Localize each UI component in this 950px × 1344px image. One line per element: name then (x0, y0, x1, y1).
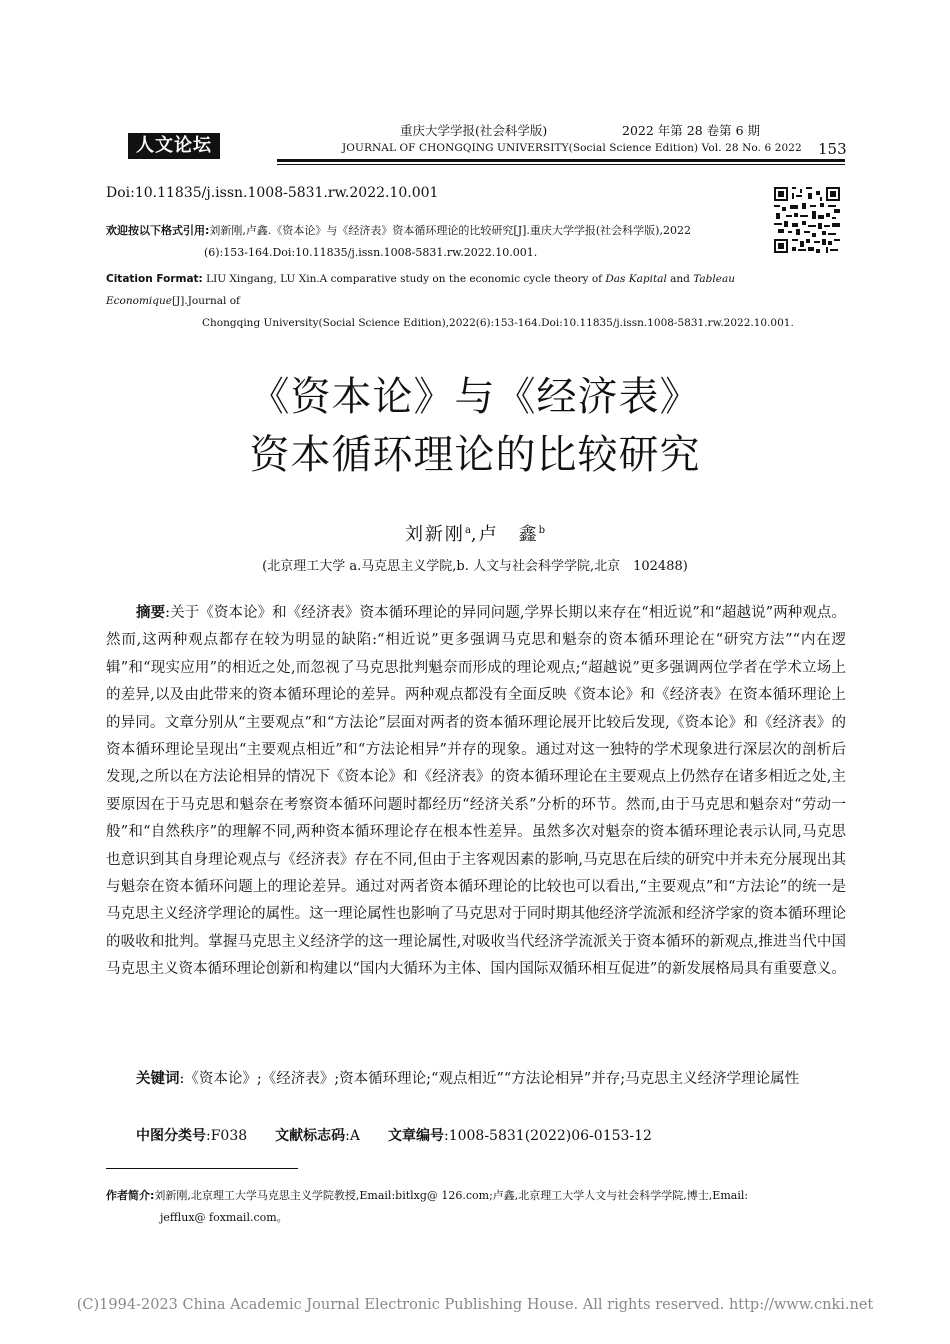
keywords-text: :《资本论》;《经济表》;资本循环理论;“观点相近”“方法论相异”并存;马克思主义经济学理论属性 (179, 1071, 800, 1087)
citation-en-line2: Chongqing University(Social Science Edition),2022(6):153-164.Doi:10.11835/j.issn.1008-5831.rw.2022.10.001. (202, 317, 794, 329)
header-rule-thin (277, 164, 845, 165)
abstract (106, 600, 846, 984)
header-rule-thick (277, 159, 845, 162)
author-note (106, 1185, 848, 1229)
journal-issue-cn: 2022 年第 28 卷第 6 期 (622, 123, 761, 138)
article-number-value: :1008-5831(2022)06-0153-12 (443, 1128, 652, 1144)
journal-name-cn: 重庆大学学报(社会科学版) (400, 123, 548, 138)
affiliation: (北京理工大学 a.马克思主义学院,b. 人文与社会科学学院,北京 102488) (262, 559, 688, 574)
author-1: 刘新刚 (404, 524, 465, 545)
classification-line (136, 1125, 652, 1145)
citation-cn (106, 220, 774, 264)
citation-en-italic1: Das Kapital (605, 273, 667, 285)
clc-value: :F038 (206, 1128, 248, 1144)
keywords-label: 关键词 (136, 1071, 180, 1087)
journal-name-en: JOURNAL OF CHONGQING UNIVERSITY(Social Science Edition) Vol. 28 No. 6 2022 (342, 142, 802, 154)
keywords (106, 1066, 846, 1093)
copyright-footer: (C)1994-2023 China Academic Journal Electronic Publishing House. All rights reserved. http://www.cnki.net (76, 1297, 874, 1313)
authors (0, 520, 950, 546)
abstract-label: 摘要 (136, 605, 166, 621)
abstract-text: :关于《资本论》和《经济表》资本循环理论的异同问题,学界长期以来存在“相近说”和“超越说”两种观点。然而,这两种观点都存在较为明显的缺陷:“相近说”更多强调马克思和魁奈的资本循环理论在“研究方法”“内在逻辑”和“现实应用”的相近之处,而忽视了马克思批判魁奈而形成的理论观点;“超越说”更多强调两位学者在学术立场上的差异,以及由此带来的资本循环理论的差异。两种观点都没有全面反映《资本论》和《经济表》在资本循环理论上的异同。文章分别从“主要观点”和“方法论”层面对两者的资本循环理论展开比较后发现,《资本论》和《经济表》的资本循环理论呈现出“主要观点相近”和“方法论相异”并存的现象。通过对这一独特的学术现象进行深层次的剖析后发现,之所以在方法论相异的情况下《资本论》和《经济表》的资本循环理论在主要观点上仍然存在诸多相近之处,主要原因在于马克思和魁奈在考察资本循环问题时都经历“经济关系”分析的环节。然而,由于马克思和魁奈对“劳动一般”和“自然秩序”的理解不同,两种资本循环理论存在根本性差异。虽然多次对魁奈的资本循环理论表示认同,马克思也意识到其自身理论观点与《经济表》存在不同,但由于主客观因素的影响,马克思在后续的研究中并未充分展现出其与魁奈在资本循环问题上的理论差异。通过对两者资本循环理论的比较也可以看出,“主要观点”和“方法论”的统一是马克思主义经济学理论的属性。这一理论属性也影响了马克思对于同时期其他经济学流派和经济学家的资本循环理论的吸收和批判。掌握马克思主义经济学的这一理论属性,对吸收当代经济学流派关于资本循环的新观点,推进当代中国马克思主义资本循环理论创新和构建以“国内大循环为主体、国内国际双循环相互促进”的新发展格局具有重要意义。 (106, 605, 846, 978)
page-number: 153 (818, 140, 847, 158)
paper-title (0, 368, 950, 484)
citation-en-italic2: Tableau Economique (106, 273, 735, 307)
doi-line[interactable]: Doi:10.11835/j.issn.1008-5831.rw.2022.10.001 (106, 185, 439, 201)
author-note-line1: 刘新刚,北京理工大学马克思主义学院教授,Email:bitlxg@ 126.com;卢鑫,北京理工大学人文与社会科学学院,博士,Email: (154, 1189, 749, 1202)
footnote-rule (106, 1168, 298, 1169)
clc-label: 中图分类号 (136, 1128, 206, 1144)
author-note-label: 作者简介: (106, 1189, 155, 1202)
citation-cn-line1: 刘新刚,卢鑫.《资本论》与《经济表》资本循环理论的比较研究[J].重庆大学学报(社会科学版),2022 (209, 224, 691, 237)
author-note-line2: jefflux@ foxmail.com。 (160, 1211, 288, 1224)
citation-en-part2: and (666, 273, 694, 285)
article-number-label: 文章编号 (387, 1128, 444, 1144)
doc-code-value: :A (345, 1128, 360, 1144)
doc-code-label: 文献标志码 (275, 1128, 346, 1144)
citation-cn-label: 欢迎按以下格式引用: (106, 224, 210, 237)
author-2-sup: b (538, 525, 546, 536)
citation-en-label: Citation Format: (106, 273, 203, 285)
author-2: 卢 鑫 (478, 524, 539, 545)
author-1-sup: a (464, 525, 471, 536)
section-badge: 人文论坛 (128, 133, 220, 159)
paper-title-line2: 资本循环理论的比较研究 (249, 432, 701, 478)
citation-en-part1: LIU Xingang, LU Xin.A comparative study on the economic cycle theory of (202, 273, 606, 285)
citation-cn-line2: (6):153-164.Doi:10.11835/j.issn.1008-5831.rw.2022.10.001. (204, 246, 538, 259)
paper-title-line1: 《资本论》与《经济表》 (249, 374, 701, 420)
author-sep: , (470, 524, 479, 545)
qr-code-icon[interactable] (774, 187, 840, 253)
citation-en (106, 268, 848, 334)
citation-en-part3: [J].Journal of (171, 295, 240, 307)
